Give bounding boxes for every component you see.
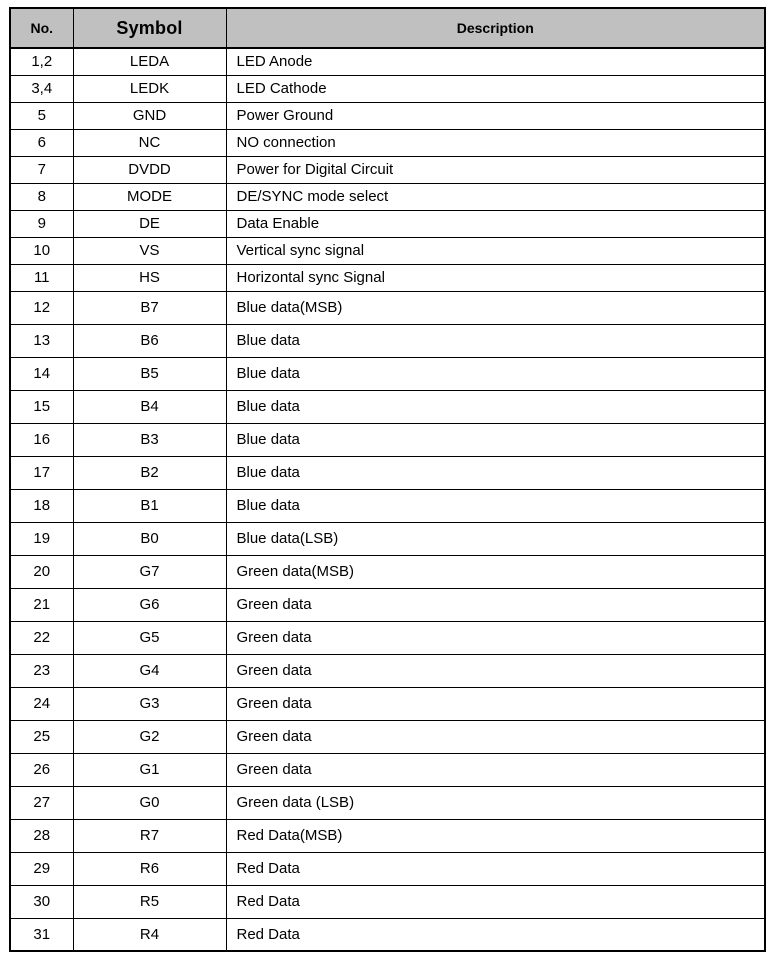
cell-no: 11 — [10, 264, 73, 291]
header-cell-description: Description — [226, 8, 765, 48]
cell-symbol: B5 — [73, 357, 226, 390]
cell-no: 24 — [10, 687, 73, 720]
cell-no: 13 — [10, 324, 73, 357]
cell-no: 5 — [10, 102, 73, 129]
cell-no: 26 — [10, 753, 73, 786]
cell-no: 10 — [10, 237, 73, 264]
cell-symbol: DVDD — [73, 156, 226, 183]
cell-no: 30 — [10, 885, 73, 918]
cell-no: 20 — [10, 555, 73, 588]
cell-description: Red Data — [226, 852, 765, 885]
table-row — [10, 291, 765, 324]
cell-no: 15 — [10, 390, 73, 423]
table-row — [10, 48, 765, 75]
table-row — [10, 390, 765, 423]
cell-description: Green data — [226, 621, 765, 654]
table-row — [10, 522, 765, 555]
cell-no: 7 — [10, 156, 73, 183]
cell-description: Red Data — [226, 918, 765, 951]
cell-description: Green data — [226, 588, 765, 621]
table-row — [10, 555, 765, 588]
table-row — [10, 102, 765, 129]
cell-symbol: B4 — [73, 390, 226, 423]
table-row — [10, 885, 765, 918]
cell-symbol: G3 — [73, 687, 226, 720]
cell-symbol: MODE — [73, 183, 226, 210]
cell-no: 18 — [10, 489, 73, 522]
table-row — [10, 75, 765, 102]
cell-symbol: G0 — [73, 786, 226, 819]
cell-symbol: G6 — [73, 588, 226, 621]
table-row — [10, 324, 765, 357]
cell-description: Horizontal sync Signal — [226, 264, 765, 291]
cell-description: Power Ground — [226, 102, 765, 129]
header-row — [10, 8, 765, 48]
cell-symbol: B7 — [73, 291, 226, 324]
cell-description: Data Enable — [226, 210, 765, 237]
header-cell-symbol: Symbol — [73, 8, 226, 48]
cell-description: Green data — [226, 687, 765, 720]
cell-symbol: R6 — [73, 852, 226, 885]
cell-description: Green data — [226, 720, 765, 753]
cell-symbol: R5 — [73, 885, 226, 918]
cell-no: 19 — [10, 522, 73, 555]
table-row — [10, 156, 765, 183]
table-row — [10, 819, 765, 852]
cell-description: Red Data(MSB) — [226, 819, 765, 852]
cell-description: Blue data(LSB) — [226, 522, 765, 555]
cell-no: 9 — [10, 210, 73, 237]
table-row — [10, 687, 765, 720]
cell-description: Blue data(MSB) — [226, 291, 765, 324]
cell-description: Blue data — [226, 357, 765, 390]
cell-no: 8 — [10, 183, 73, 210]
cell-description: Blue data — [226, 456, 765, 489]
cell-symbol: LEDA — [73, 48, 226, 75]
table-header — [10, 8, 765, 48]
table-row — [10, 264, 765, 291]
cell-no: 29 — [10, 852, 73, 885]
table-row — [10, 918, 765, 951]
cell-no: 25 — [10, 720, 73, 753]
table-row — [10, 357, 765, 390]
cell-symbol: LEDK — [73, 75, 226, 102]
cell-symbol: G7 — [73, 555, 226, 588]
cell-symbol: G2 — [73, 720, 226, 753]
cell-description: Blue data — [226, 423, 765, 456]
cell-symbol: B3 — [73, 423, 226, 456]
table-body — [10, 48, 765, 951]
table-row — [10, 456, 765, 489]
cell-no: 16 — [10, 423, 73, 456]
table-row — [10, 852, 765, 885]
table-row — [10, 786, 765, 819]
cell-description: Green data(MSB) — [226, 555, 765, 588]
cell-no: 28 — [10, 819, 73, 852]
table-row — [10, 423, 765, 456]
header-cell-no: No. — [10, 8, 73, 48]
table-row — [10, 489, 765, 522]
cell-description: LED Anode — [226, 48, 765, 75]
cell-symbol: G1 — [73, 753, 226, 786]
table-row — [10, 621, 765, 654]
cell-no: 21 — [10, 588, 73, 621]
table-row — [10, 129, 765, 156]
cell-description: NO connection — [226, 129, 765, 156]
cell-symbol: R4 — [73, 918, 226, 951]
cell-description: LED Cathode — [226, 75, 765, 102]
table-row — [10, 588, 765, 621]
cell-no: 6 — [10, 129, 73, 156]
cell-symbol: B0 — [73, 522, 226, 555]
cell-description: Green data (LSB) — [226, 786, 765, 819]
table-row — [10, 720, 765, 753]
cell-no: 23 — [10, 654, 73, 687]
cell-description: Green data — [226, 753, 765, 786]
cell-no: 14 — [10, 357, 73, 390]
cell-symbol: HS — [73, 264, 226, 291]
cell-no: 22 — [10, 621, 73, 654]
pin-description-table — [9, 7, 766, 952]
cell-description: Power for Digital Circuit — [226, 156, 765, 183]
cell-no: 27 — [10, 786, 73, 819]
cell-symbol: B1 — [73, 489, 226, 522]
table-row — [10, 210, 765, 237]
cell-description: DE/SYNC mode select — [226, 183, 765, 210]
cell-no: 17 — [10, 456, 73, 489]
cell-symbol: B2 — [73, 456, 226, 489]
cell-no: 31 — [10, 918, 73, 951]
cell-description: Blue data — [226, 390, 765, 423]
cell-no: 1,2 — [10, 48, 73, 75]
cell-symbol: NC — [73, 129, 226, 156]
cell-symbol: G5 — [73, 621, 226, 654]
cell-symbol: G4 — [73, 654, 226, 687]
cell-description: Red Data — [226, 885, 765, 918]
cell-symbol: DE — [73, 210, 226, 237]
cell-no: 12 — [10, 291, 73, 324]
cell-description: Green data — [226, 654, 765, 687]
cell-symbol: VS — [73, 237, 226, 264]
cell-description: Blue data — [226, 489, 765, 522]
cell-symbol: GND — [73, 102, 226, 129]
cell-description: Vertical sync signal — [226, 237, 765, 264]
table-row — [10, 753, 765, 786]
table-row — [10, 654, 765, 687]
table-row — [10, 183, 765, 210]
table-row — [10, 237, 765, 264]
cell-symbol: R7 — [73, 819, 226, 852]
cell-description: Blue data — [226, 324, 765, 357]
cell-no: 3,4 — [10, 75, 73, 102]
cell-symbol: B6 — [73, 324, 226, 357]
